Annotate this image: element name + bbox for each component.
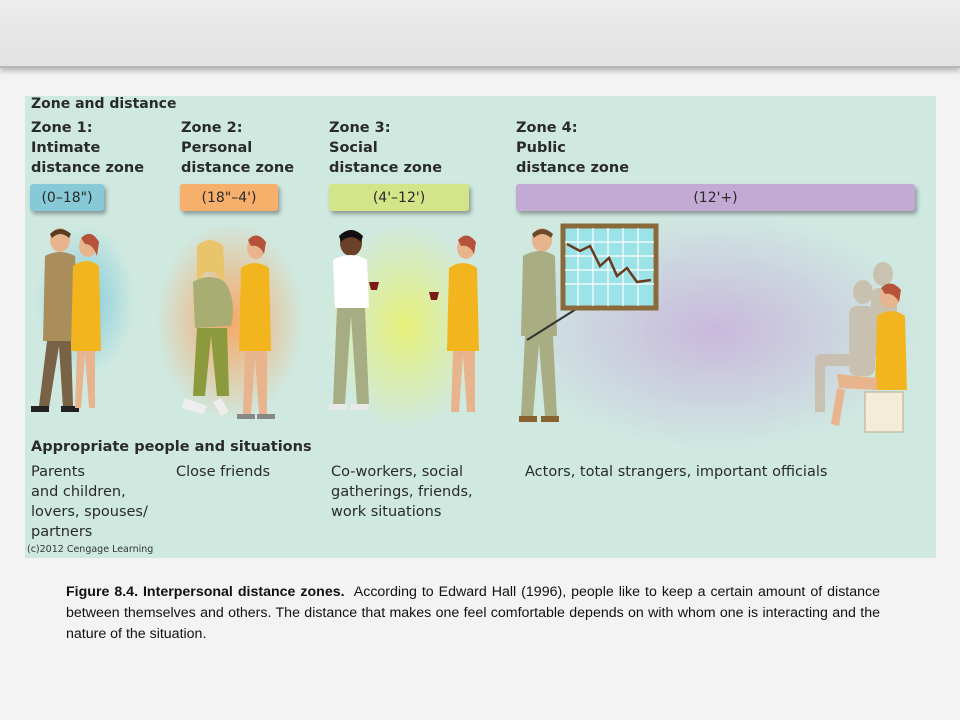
zone-2-number: Zone 2: xyxy=(181,120,243,136)
zone-3-type: Social xyxy=(329,140,378,156)
zone-4-people-line: Actors, total strangers, important officials xyxy=(525,464,828,480)
zone-3-people-line: Co-workers, social xyxy=(331,464,464,480)
zone-2-distance-bar: (18"–4') xyxy=(180,184,278,211)
appropriate-people-heading: Appropriate people and situations xyxy=(31,439,312,455)
zone-1-people-line: partners xyxy=(31,524,93,540)
zone-2-type: Personal xyxy=(181,140,253,156)
slide-header-band xyxy=(0,0,960,68)
distance-zones-figure xyxy=(25,96,936,558)
zone-3-people-line: gatherings, friends, xyxy=(331,484,473,500)
zone-3-label: distance zone xyxy=(329,160,443,176)
chart-board xyxy=(563,226,656,308)
zone-1-type: Intimate xyxy=(31,140,101,156)
zone-3-people-line: work situations xyxy=(331,504,442,520)
zone-1-people-line: and children, xyxy=(31,484,126,500)
zone-3-distance-bar: (4'–12') xyxy=(329,184,469,211)
caption-title: Figure 8.4. Interpersonal distance zones. xyxy=(66,584,345,600)
zone-4-people xyxy=(525,462,827,482)
zone-4-label: distance zone xyxy=(516,160,630,176)
zone-illustrations xyxy=(25,96,936,558)
zone-1-number: Zone 1: xyxy=(31,120,93,136)
zone-4-type: Public xyxy=(516,140,566,156)
zone-2-people-line: Close friends xyxy=(176,464,271,480)
zone-1-people xyxy=(31,462,148,542)
zone-1-label: distance zone xyxy=(31,160,145,176)
copyright-notice: (c)2012 Cengage Learning xyxy=(27,544,154,555)
zone-3-people xyxy=(331,462,473,522)
figure-caption xyxy=(66,582,880,645)
zone-4-distance-bar: (12'+) xyxy=(516,184,915,211)
zone-1-people-line: lovers, spouses/ xyxy=(31,504,148,520)
caption-body: According to Edward Hall (1996), people like to keep a certain amount of distance between themselves and others. The distance that makes one feel comfortable depends on with whom one is interacting and the nature of the situation. xyxy=(66,584,880,642)
zone-4-number: Zone 4: xyxy=(516,120,578,136)
zone-2-people xyxy=(176,462,270,482)
zone-2-label: distance zone xyxy=(181,160,295,176)
zone-1-distance-bar: (0–18") xyxy=(30,184,104,211)
zone-3-number: Zone 3: xyxy=(329,120,391,136)
audience-seat xyxy=(865,392,903,432)
panel-title: Zone and distance xyxy=(31,96,177,112)
zone-1-people-line: Parents xyxy=(31,464,85,480)
